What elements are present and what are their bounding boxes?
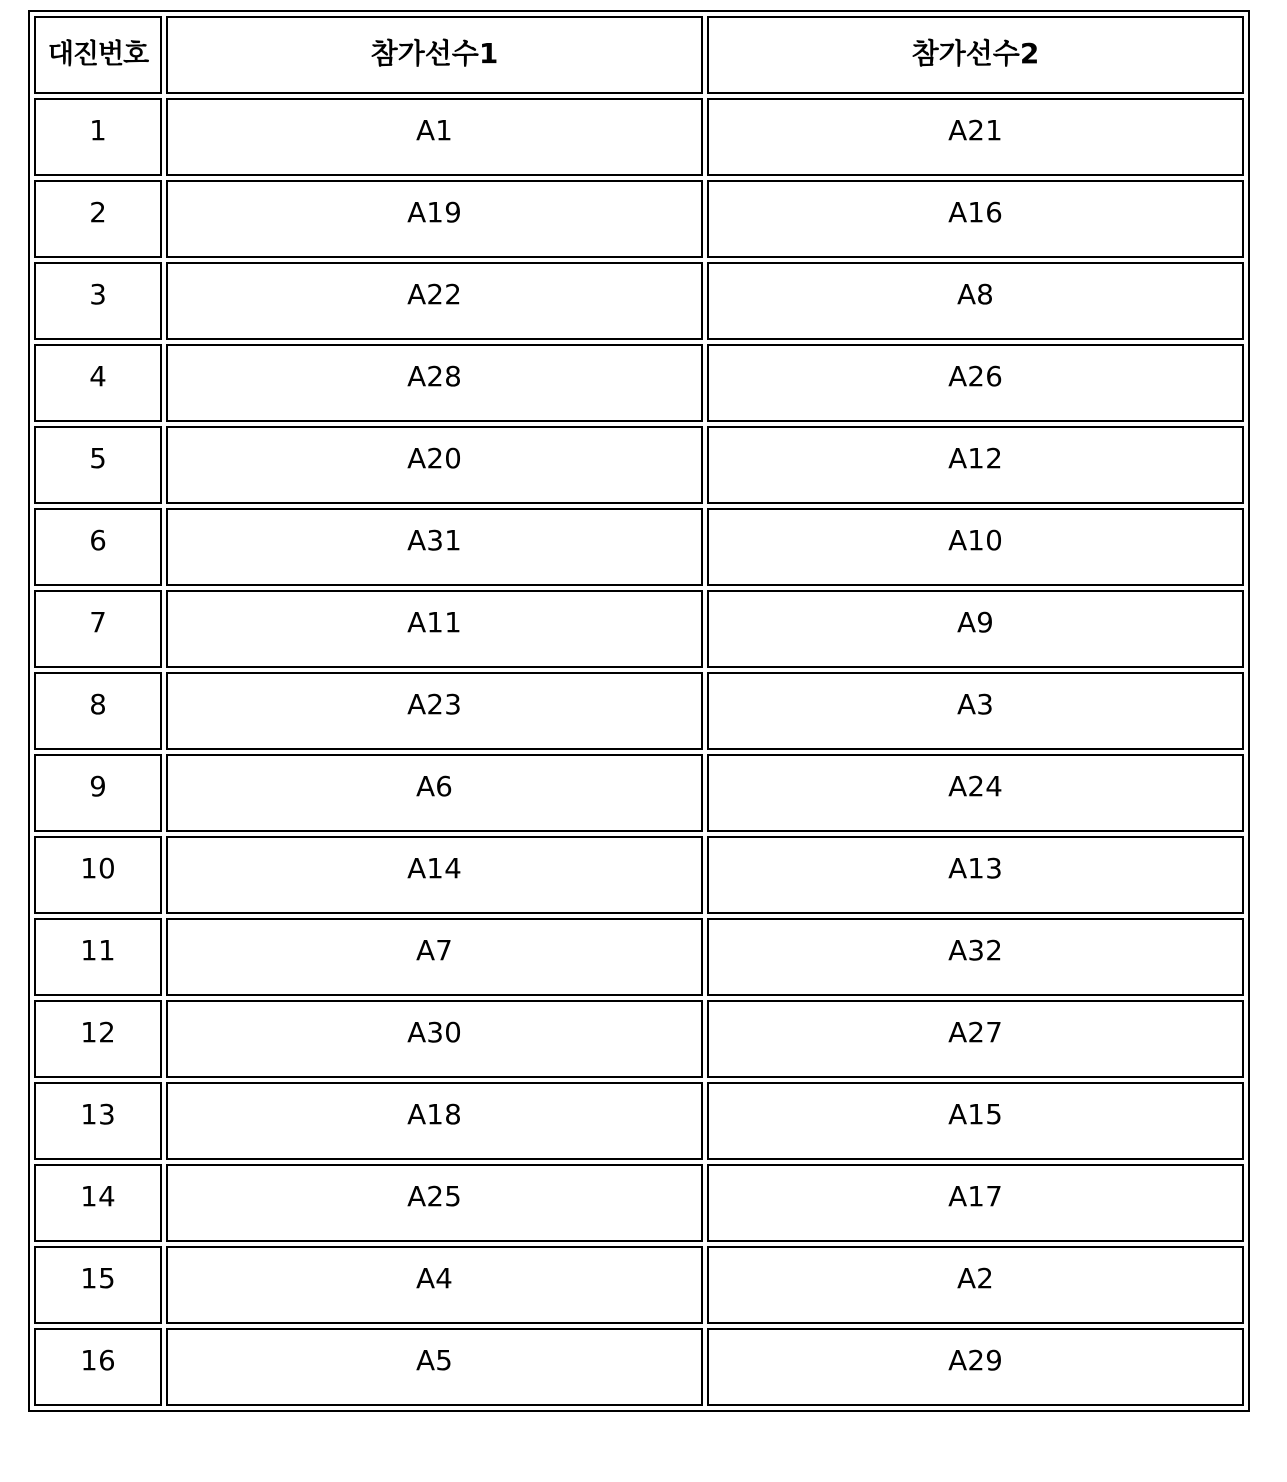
match-number-cell: 15 xyxy=(34,1246,162,1324)
player1-cell: A5 xyxy=(166,1328,703,1406)
match-number-cell: 11 xyxy=(34,918,162,996)
player2-cell: A21 xyxy=(707,98,1244,176)
table-row xyxy=(34,1082,1244,1160)
match-number-cell: 13 xyxy=(34,1082,162,1160)
match-number-cell: 9 xyxy=(34,754,162,832)
player2-cell: A24 xyxy=(707,754,1244,832)
player2-cell: A13 xyxy=(707,836,1244,914)
match-number-cell: 7 xyxy=(34,590,162,668)
player1-cell: A4 xyxy=(166,1246,703,1324)
match-number-cell: 16 xyxy=(34,1328,162,1406)
player2-cell: A26 xyxy=(707,344,1244,422)
match-number-cell: 10 xyxy=(34,836,162,914)
player2-cell: A2 xyxy=(707,1246,1244,1324)
match-number-cell: 12 xyxy=(34,1000,162,1078)
table-row xyxy=(34,508,1244,586)
player1-cell: A30 xyxy=(166,1000,703,1078)
table-row xyxy=(34,754,1244,832)
table-row xyxy=(34,836,1244,914)
player2-cell: A15 xyxy=(707,1082,1244,1160)
match-number-cell: 4 xyxy=(34,344,162,422)
match-number-cell: 8 xyxy=(34,672,162,750)
player2-cell: A29 xyxy=(707,1328,1244,1406)
table-row xyxy=(34,1164,1244,1242)
match-number-cell: 2 xyxy=(34,180,162,258)
player2-cell: A8 xyxy=(707,262,1244,340)
table-row xyxy=(34,1328,1244,1406)
table-row xyxy=(34,590,1244,668)
table-row xyxy=(34,1000,1244,1078)
player2-cell: A10 xyxy=(707,508,1244,586)
header-row xyxy=(34,16,1244,94)
player1-cell: A22 xyxy=(166,262,703,340)
player2-cell: A32 xyxy=(707,918,1244,996)
table-row xyxy=(34,262,1244,340)
match-number-cell: 1 xyxy=(34,98,162,176)
player1-cell: A28 xyxy=(166,344,703,422)
player2-cell: A17 xyxy=(707,1164,1244,1242)
match-number-cell: 14 xyxy=(34,1164,162,1242)
table-row xyxy=(34,344,1244,422)
match-number-cell: 5 xyxy=(34,426,162,504)
player2-cell: A16 xyxy=(707,180,1244,258)
table-row xyxy=(34,180,1244,258)
table-row xyxy=(34,918,1244,996)
player1-cell: A20 xyxy=(166,426,703,504)
player1-cell: A11 xyxy=(166,590,703,668)
header-player1: 참가선수1 xyxy=(166,16,703,94)
player2-cell: A9 xyxy=(707,590,1244,668)
table-row xyxy=(34,426,1244,504)
player1-cell: A1 xyxy=(166,98,703,176)
match-number-cell: 3 xyxy=(34,262,162,340)
player2-cell: A12 xyxy=(707,426,1244,504)
player1-cell: A19 xyxy=(166,180,703,258)
match-number-cell: 6 xyxy=(34,508,162,586)
table-row xyxy=(34,1246,1244,1324)
player1-cell: A7 xyxy=(166,918,703,996)
player1-cell: A23 xyxy=(166,672,703,750)
match-table xyxy=(28,10,1250,1412)
header-match-number: 대진번호 xyxy=(34,16,162,94)
player2-cell: A3 xyxy=(707,672,1244,750)
header-player2: 참가선수2 xyxy=(707,16,1244,94)
player1-cell: A31 xyxy=(166,508,703,586)
player1-cell: A6 xyxy=(166,754,703,832)
player1-cell: A18 xyxy=(166,1082,703,1160)
player1-cell: A14 xyxy=(166,836,703,914)
player1-cell: A25 xyxy=(166,1164,703,1242)
table-row xyxy=(34,672,1244,750)
player2-cell: A27 xyxy=(707,1000,1244,1078)
table-row xyxy=(34,98,1244,176)
